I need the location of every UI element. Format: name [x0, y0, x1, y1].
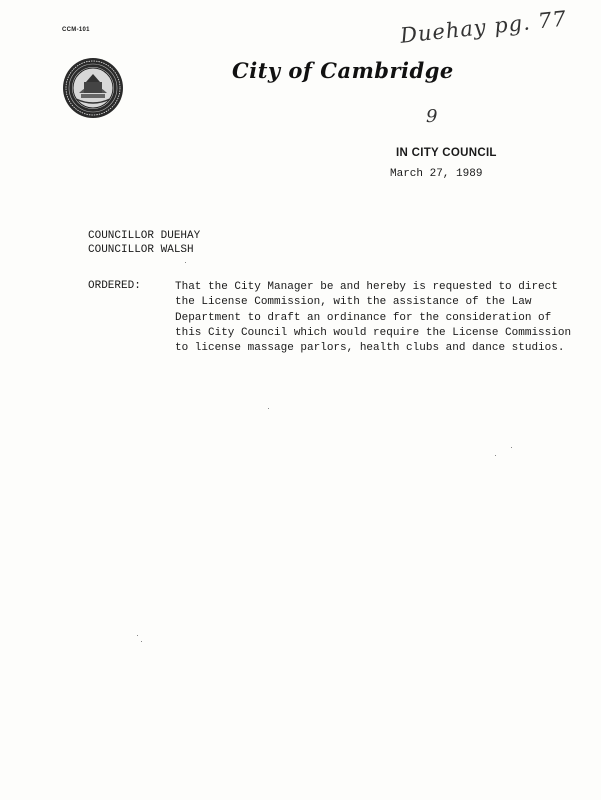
form-code: CCM-101 [62, 27, 90, 33]
council-heading: IN CITY COUNCIL [396, 147, 497, 159]
order-label: ORDERED: [88, 280, 141, 292]
sponsor-name: COUNCILLOR WALSH [88, 244, 194, 256]
order-body [175, 280, 572, 356]
order-line: this City Council which would require the License Commission [175, 326, 572, 339]
sponsor-list [88, 229, 200, 257]
meeting-date: March 27, 1989 [390, 168, 483, 180]
handwritten-number: 9 [426, 106, 438, 127]
sponsor-name: COUNCILLOR DUEHAY [88, 230, 201, 242]
scan-speck [495, 455, 496, 456]
order-line: the License Commission, with the assistance of the Law [175, 296, 532, 309]
scan-speck [185, 262, 186, 263]
order-line: Department to draft an ordinance for the consideration of [175, 311, 552, 324]
order-line: That the City Manager be and hereby is requested to direct [175, 281, 558, 293]
city-seal-icon [62, 57, 124, 119]
scan-speck [511, 447, 512, 448]
scan-speck [141, 641, 142, 642]
order-line: to license massage parlors, health clubs and dance studios. [175, 342, 565, 355]
scan-speck [268, 408, 269, 409]
handwritten-annotation: Duehay pg. 77 [399, 6, 568, 48]
scan-speck [137, 635, 138, 636]
page-title: City of Cambridge [232, 58, 454, 83]
